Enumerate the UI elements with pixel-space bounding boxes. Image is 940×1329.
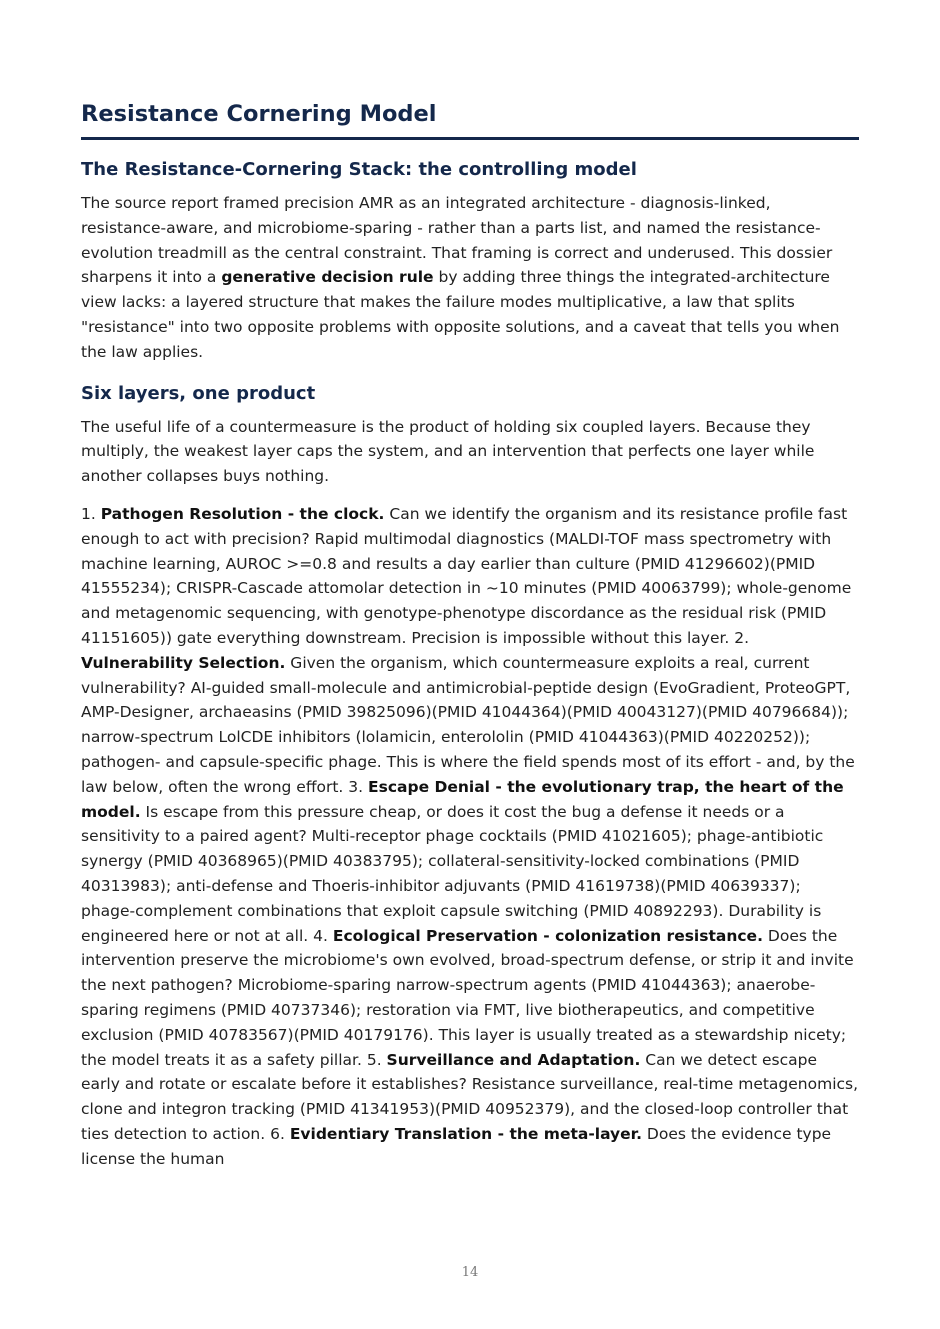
page-title: Resistance Cornering Model (81, 98, 859, 140)
layer-number: 6. (270, 1124, 290, 1143)
layer-number: 3. (348, 777, 369, 796)
layer-number: 4. (313, 926, 333, 945)
layer-text: Can we identify the organism and its resistance profile fast enough to act with precision? Rapid multimodal diagnostics (MALDI-TOF mass spectrometry with machine learning, AUROC >=0.8 and results a day earlier than culture (PMID 41296602)(PMID 41555234); CRISPR-Cascade attomolar detection in ~10 minutes (PMID 40063799); whole-genome and metagenomic sequencing, with genotype-phenotype discordance as the residual risk (PMID 41151605)) gate everything downstream. Precision is impossible without this layer. (81, 504, 852, 647)
layer-text: Can we detect escape early and rotate or escalate before it establishes? Resistance surveillance, real-time metagenomics, clone and integron tracking (PMID 41341953)(PMID 40952379), and the closed-loop controller that ties detection to action. (81, 1050, 859, 1143)
layer-text: Given the organism, which countermeasure exploits a real, current vulnerability? AI-guided small-molecule and antimicrobial-peptide design (EvoGradient, ProteoGPT, AMP-Designer, archaeasins (PMID 39825096)(PMID 41044364)(PMID 40043127)(PMID 40796684)); narrow-spectrum LolCDE inhibitors (lolamicin, enterololin (PMID 41044363)(PMID 40220252)); pathogen- and capsule-specific phage. This is where the field spends most of its effort - and, by the law below, often the wrong effort. (81, 653, 855, 796)
layer-title: Pathogen Resolution - the clock. (100, 504, 385, 523)
layer-number: 5. (366, 1050, 387, 1069)
layer-title: Surveillance and Adaptation. (386, 1050, 641, 1069)
layer-title: Evidentiary Translation - the meta-layer. (289, 1124, 642, 1143)
text-run: by adding three things the integrated-architecture view lacks: a layered structure that makes the failure modes multiplicative, a law that splits "resistance" into two opposite problems with opposite solutions, and a caveat that tells you when the law applies. (81, 268, 840, 361)
layers-list-paragraph (81, 502, 859, 1172)
layer-number: 2. (734, 628, 750, 647)
section-heading-stack: The Resistance-Cornering Stack: the controlling model (81, 159, 637, 180)
page-number: 14 (461, 1265, 479, 1280)
layer-title: Vulnerability Selection. (81, 653, 286, 672)
page-content (81, 98, 859, 1171)
stack-paragraph (81, 191, 859, 365)
bold-run: generative decision rule (221, 268, 434, 287)
layer-text: Is escape from this pressure cheap, or does it cost the bug a defense it needs or a sensitivity to a paired agent? Multi-receptor phage cocktails (PMID 41021605); phage-antibiotic synergy (PMID 40368965)(PMID 40383795); collateral-sensitivity-locked combinations (PMID 40313983); anti-defense and Thoeris-inhibitor adjuvants (PMID 41619738)(PMID 40639337); phage-complement combinations that exploit capsule switching (PMID 40892293). Durability is engineered here or not at all. (81, 802, 824, 945)
layers-intro-paragraph: The useful life of a countermeasure is the product of holding six coupled layers. Because they multiply, the weakest layer caps the system, and an intervention that perfects one layer while another collapses buys nothing. (81, 417, 815, 486)
layer-number: 1. (81, 504, 101, 523)
section-heading-layers: Six layers, one product (81, 382, 316, 404)
layer-title: Escape Denial - the evolutionary trap, the heart of the model. (81, 777, 844, 821)
layer-text: Does the evidence type license the human (81, 1124, 832, 1168)
layer-title: Ecological Preservation - colonization resistance. (332, 926, 763, 945)
text-run: The source report framed precision AMR as an integrated architecture - diagnosis-linked, resistance-aware, and microbiome-sparing - rather than a parts list, and named the resistance-evolution treadmill as the central constraint. That framing is correct and underused. This dossier sharpens it into a (81, 194, 833, 287)
layer-text: Does the intervention preserve the microbiome's own evolved, broad-spectrum defense, or strip it and invite the next pathogen? Microbiome-sparing narrow-spectrum agents (PMID 41044363); anaerobe-sparing regimens (PMID 40737346); restoration via FMT, live biotherapeutics, and competitive exclusion (PMID 40783567)(PMID 40179176). This layer is usually treated as a stewardship nicety; the model treats it as a safety pillar. (81, 926, 854, 1069)
